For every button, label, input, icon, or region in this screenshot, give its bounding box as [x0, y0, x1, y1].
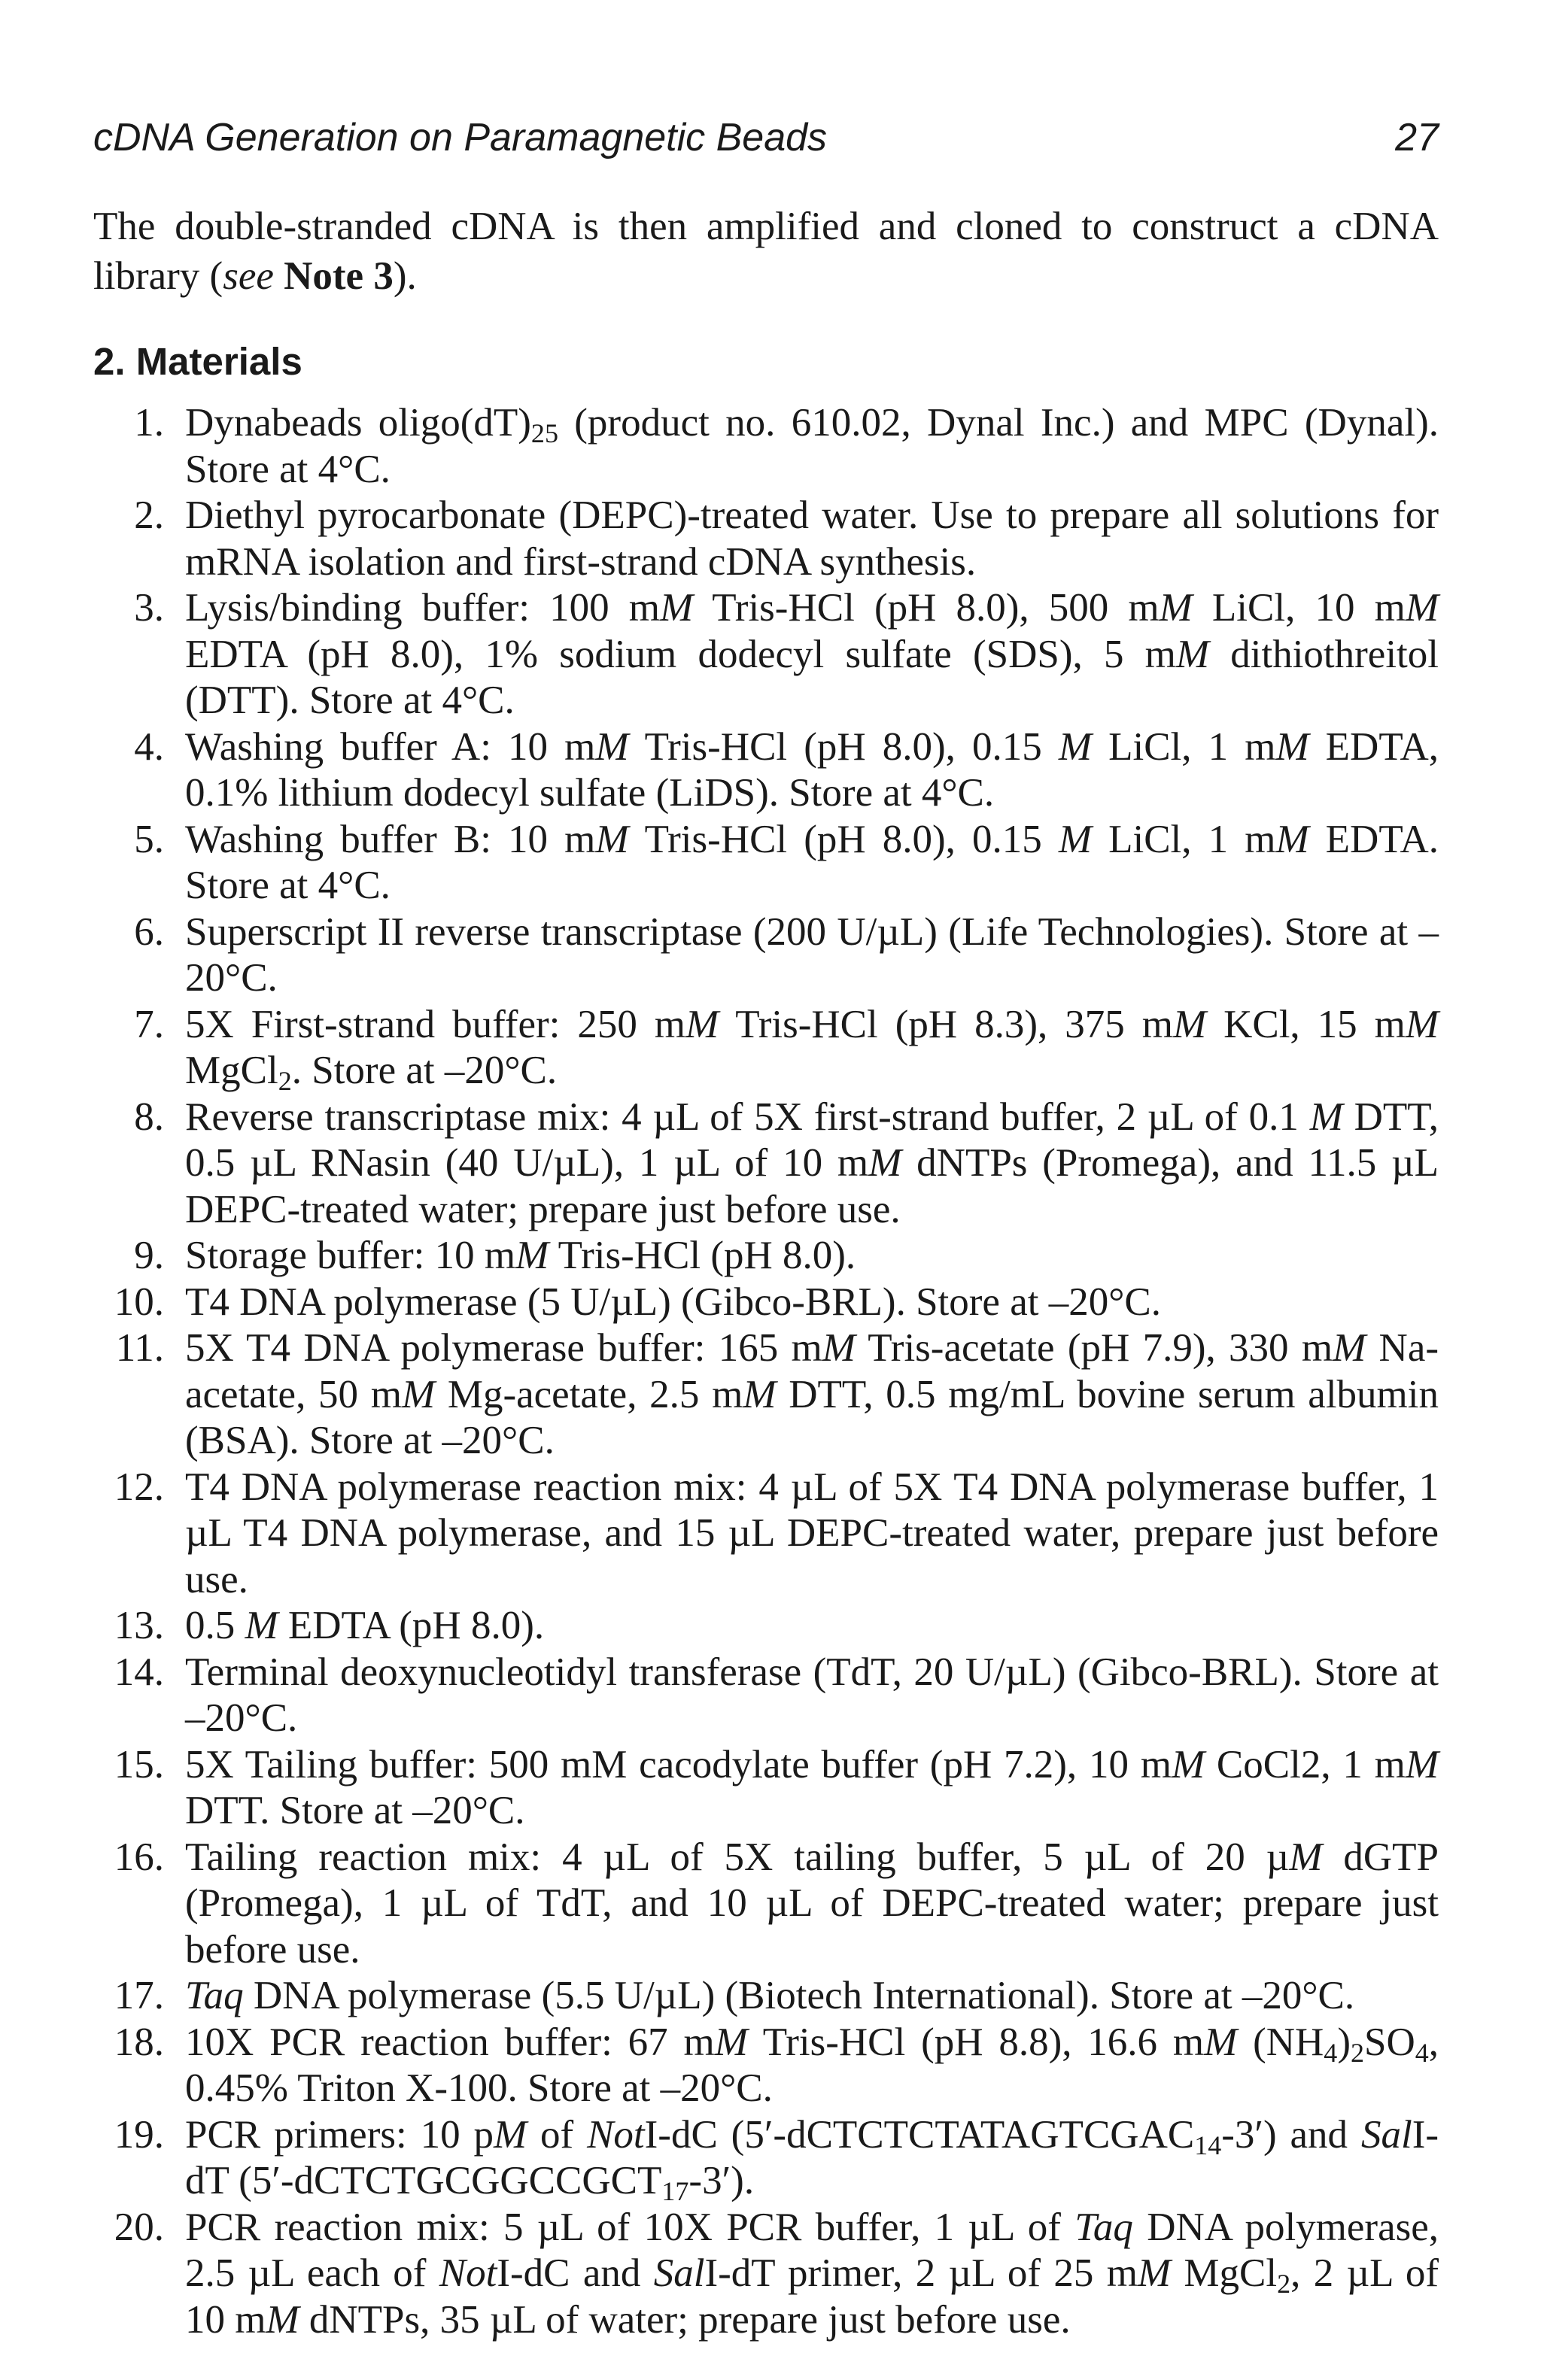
text-run: (NH	[1237, 2020, 1324, 2064]
material-text	[185, 1280, 1439, 1326]
text-run: dNTPs, 35 µL of water; prepare just before use.	[299, 2297, 1071, 2342]
page-number: 27	[1395, 116, 1439, 159]
material-number: 15.	[114, 1742, 164, 1787]
material-number: 19.	[114, 2112, 164, 2157]
note-reference[interactable]: Note 3	[284, 254, 394, 298]
material-text	[185, 909, 1439, 1002]
text-run: CoCl2, 1 m	[1205, 1742, 1406, 1787]
subscript: 4	[1324, 2037, 1338, 2068]
text-run: SO	[1363, 2020, 1415, 2064]
material-text	[185, 1233, 1439, 1280]
text-run: DNA polymerase, 2.5 µL each of	[185, 2205, 1439, 2295]
text-run: , 2 µL of 10 m	[185, 2251, 1439, 2342]
italic-text: Taq	[1074, 2205, 1133, 2249]
text-run: DTT, 0.5 mg/mL bovine serum albumin (BSA). Store at –20°C.	[185, 1372, 1439, 1462]
material-text	[185, 2020, 1439, 2112]
see-word: see	[223, 254, 274, 298]
italic-text: M	[1405, 1742, 1439, 1787]
material-text	[185, 1094, 1439, 1234]
text-run: Diethyl pyrocarbonate (DEPC)-treated water. Use to prepare all solutions for mRNA isolation and first-strand cDNA synthesis.	[185, 493, 1439, 584]
material-text	[185, 493, 1439, 585]
text-run: 5X Tailing buffer: 500 mM cacodylate buffer (pH 7.2), 10 m	[185, 1742, 1172, 1787]
material-item	[0, 817, 1439, 909]
material-text	[185, 400, 1439, 493]
text-run: Tris-HCl (pH 8.0), 0.15	[628, 724, 1059, 769]
text-run: DTT. Store at –20°C.	[185, 1789, 525, 1832]
text-run: Tailing reaction mix: 4 µL of 5X tailing buffer, 5 µL of 20 µ	[185, 1835, 1290, 1879]
text-run: Washing buffer A: 10 m	[185, 724, 596, 769]
text-run: Tris-HCl (pH 8.0).	[549, 1234, 856, 1277]
text-run: DNA polymerase (5.5 U/µL) (Biotech International). Store at –20°C.	[243, 1974, 1355, 2017]
material-text	[185, 2205, 1439, 2344]
text-run: (product no. 610.02, Dynal Inc.) and MPC (Dynal). Store at 4°C.	[185, 401, 1439, 491]
subscript: 25	[530, 418, 558, 448]
material-number: 6.	[134, 909, 164, 954]
material-number: 10.	[114, 1280, 164, 1324]
material-item	[0, 1742, 1439, 1835]
material-text	[185, 1465, 1439, 1604]
italic-text: Taq	[185, 1974, 244, 2017]
text-run: Na-acetate, 50 m	[185, 1326, 1439, 1416]
material-number: 20.	[114, 2205, 164, 2249]
italic-text: Not	[439, 2251, 497, 2295]
text-run: PCR reaction mix: 5 µL of 10X PCR buffer, 1 µL of	[185, 2205, 1075, 2249]
text-run: . Store at –20°C.	[291, 1049, 558, 1092]
subscript: 4	[1415, 2037, 1429, 2068]
text-run: Reverse transcriptase mix: 4 µL of 5X first-strand buffer, 2 µL of 0.1	[185, 1094, 1310, 1139]
text-run: MgCl	[1171, 2251, 1278, 2295]
text-run: I-dC and	[497, 2251, 654, 2295]
material-item	[0, 585, 1439, 724]
intro-text: The double-stranded cDNA is then amplified and cloned to construct a cDNA library (	[93, 205, 1439, 298]
text-run: 5X T4 DNA polymerase buffer: 165 m	[185, 1326, 822, 1370]
material-item	[0, 400, 1439, 493]
text-run: dithiothreitol (DTT). Store at 4°C.	[185, 632, 1439, 722]
material-text	[185, 1325, 1439, 1465]
text-run: Tris-HCl (pH 8.3), 375 m	[719, 1002, 1173, 1046]
italic-text: M	[1058, 817, 1092, 861]
subscript: 2	[1350, 2037, 1364, 2068]
text-run: MgCl	[185, 1049, 278, 1092]
italic-text: M	[1275, 817, 1309, 861]
text-run: I-dT primer, 2 µL of 25 m	[704, 2251, 1138, 2295]
text-run: PCR primers: 10 p	[185, 2112, 494, 2157]
text-run: Superscript II reverse transcriptase (200 U/µL) (Life Technologies). Store at –20°C.	[185, 909, 1439, 1000]
subscript: 2	[1277, 2269, 1291, 2299]
subscript: 17	[661, 2176, 689, 2206]
italic-text: Sal	[653, 2251, 705, 2295]
text-run: of	[527, 2112, 588, 2157]
material-item	[0, 1094, 1439, 1234]
material-number: 3.	[134, 586, 164, 630]
material-number: 16.	[114, 1835, 164, 1879]
text-run: EDTA (pH 8.0).	[278, 1604, 545, 1647]
material-item	[0, 1465, 1439, 1604]
italic-text: M	[401, 1372, 436, 1416]
subscript: 14	[1194, 2130, 1222, 2160]
text-run: DTT, 0.5 µL RNasin (40 U/µL), 1 µL of 10 m	[185, 1094, 1439, 1185]
italic-text: M	[743, 1372, 777, 1416]
material-text	[185, 1002, 1439, 1094]
italic-text: M	[1058, 724, 1092, 769]
text-run: Dynabeads oligo(dT)	[185, 401, 531, 445]
material-item	[0, 1603, 1439, 1650]
material-text	[185, 1973, 1439, 2020]
italic-text: M	[1171, 1742, 1205, 1787]
text-run: dNTPs (Promega), and 11.5 µL DEPC-treated water; prepare just before use.	[185, 1141, 1439, 1231]
italic-text: M	[595, 724, 629, 769]
material-number: 18.	[114, 2020, 164, 2064]
material-number: 17.	[114, 1974, 164, 2017]
material-number: 8.	[134, 1094, 164, 1139]
text-run: , 0.45% Triton X-100. Store at –20°C.	[185, 2020, 1439, 2110]
text-run: Lysis/binding buffer: 100 m	[185, 586, 660, 630]
material-number: 13.	[114, 1604, 164, 1647]
italic-text: M	[245, 1604, 278, 1647]
text-run: EDTA, 0.1% lithium dodecyl sulfate (LiDS). Store at 4°C.	[185, 724, 1439, 815]
italic-text: M	[1204, 2020, 1238, 2064]
material-item	[0, 2020, 1439, 2112]
material-text	[185, 585, 1439, 724]
text-run: 5X First-strand buffer: 250 m	[185, 1002, 686, 1046]
italic-text: M	[595, 817, 629, 861]
material-number: 9.	[134, 1234, 164, 1277]
intro-paragraph	[93, 202, 1439, 301]
material-text	[185, 1742, 1439, 1835]
italic-text: M	[1309, 1094, 1343, 1139]
material-item	[0, 1280, 1439, 1326]
text-run: Washing buffer B: 10 m	[185, 817, 596, 861]
material-number: 14.	[114, 1650, 164, 1694]
material-number: 7.	[134, 1002, 164, 1046]
text-run: 0.5	[185, 1604, 245, 1647]
text-run: EDTA (pH 8.0), 1% sodium dodecyl sulfate (SDS), 5 m	[185, 632, 1176, 676]
running-head	[93, 113, 1439, 162]
italic-text: M	[659, 586, 694, 630]
material-number: 11.	[115, 1326, 164, 1370]
italic-text: M	[868, 1141, 902, 1185]
material-item	[0, 1002, 1439, 1094]
text-run: -3′).	[688, 2159, 755, 2202]
material-item	[0, 2112, 1439, 2205]
material-item	[0, 909, 1439, 1002]
text-run: Tris-HCl (pH 8.0), 500 m	[693, 586, 1160, 630]
text-run: Mg-acetate, 2.5 m	[435, 1372, 743, 1416]
italic-text: M	[1289, 1835, 1323, 1879]
italic-text: M	[515, 1234, 549, 1277]
section-heading: 2. Materials	[93, 340, 302, 383]
text-run: 10X PCR reaction buffer: 67 m	[185, 2020, 715, 2064]
text-run: KCl, 15 m	[1206, 1002, 1406, 1046]
text-run: LiCl, 1 m	[1092, 724, 1276, 769]
material-text	[185, 1835, 1439, 1974]
text-run: )	[1337, 2020, 1351, 2064]
text-run: LiCl, 1 m	[1092, 817, 1276, 861]
material-item	[0, 1973, 1439, 2020]
italic-text: Sal	[1360, 2112, 1412, 2157]
material-item	[0, 493, 1439, 585]
italic-text: Not	[587, 2112, 645, 2157]
italic-text: M	[1159, 586, 1193, 630]
material-text	[185, 724, 1439, 817]
italic-text: M	[266, 2297, 299, 2342]
material-text	[185, 2112, 1439, 2205]
text-run: I-dC (5′-dCTCTCTATAGTCGAC	[644, 2112, 1195, 2157]
italic-text: M	[1333, 1326, 1366, 1370]
text-run: dGTP (Promega), 1 µL of TdT, and 10 µL of DEPC-treated water; prepare just before use.	[185, 1835, 1439, 1972]
italic-text: M	[1405, 1002, 1439, 1046]
text-run: Tris-HCl (pH 8.8), 16.6 m	[747, 2020, 1205, 2064]
text-run: Storage buffer: 10 m	[185, 1234, 516, 1277]
material-text	[185, 1650, 1439, 1742]
italic-text: M	[1405, 586, 1439, 630]
text-run: Terminal deoxynucleotidyl transferase (TdT, 20 U/µL) (Gibco-BRL). Store at –20°C.	[185, 1650, 1439, 1740]
italic-text: M	[714, 2020, 748, 2064]
italic-text: M	[685, 1002, 719, 1046]
material-text	[185, 1603, 1439, 1650]
material-number: 4.	[134, 724, 164, 769]
text-run: -3′) and	[1221, 2112, 1361, 2157]
text-run: LiCl, 10 m	[1192, 586, 1406, 630]
italic-text: M	[493, 2112, 527, 2157]
text-run: Tris-HCl (pH 8.0), 0.15	[628, 817, 1059, 861]
material-item	[0, 1650, 1439, 1742]
italic-text: M	[1275, 724, 1309, 769]
running-head-title: cDNA Generation on Paramagnetic Beads	[93, 116, 828, 159]
italic-text: M	[1172, 1002, 1207, 1046]
intro-text-end: ).	[393, 254, 417, 298]
text-run: I-dT (5′-dCTCTGCGGCCGCT	[185, 2112, 1439, 2202]
material-item	[0, 1835, 1439, 1974]
italic-text: M	[1175, 632, 1210, 676]
materials-list	[0, 400, 1439, 2343]
italic-text: M	[1137, 2251, 1172, 2295]
text-run: T4 DNA polymerase (5 U/µL) (Gibco-BRL). Store at –20°C.	[185, 1280, 1161, 1324]
material-item	[0, 1233, 1439, 1280]
text-run: Tris-acetate (pH 7.9), 330 m	[855, 1326, 1333, 1370]
material-item	[0, 1325, 1439, 1465]
material-text	[185, 817, 1439, 909]
material-number: 2.	[134, 493, 164, 537]
material-item	[0, 724, 1439, 817]
material-number: 1.	[134, 401, 164, 445]
text-run: T4 DNA polymerase reaction mix: 4 µL of 5X T4 DNA polymerase buffer, 1 µL T4 DNA polymerase, and 15 µL DEPC-treated water, prepare just before use.	[185, 1465, 1439, 1601]
text-run: EDTA. Store at 4°C.	[185, 817, 1439, 907]
material-item	[0, 2205, 1439, 2344]
subscript: 2	[278, 1066, 292, 1096]
italic-text: M	[822, 1326, 856, 1370]
material-number: 12.	[114, 1465, 164, 1509]
material-number: 5.	[134, 817, 164, 861]
